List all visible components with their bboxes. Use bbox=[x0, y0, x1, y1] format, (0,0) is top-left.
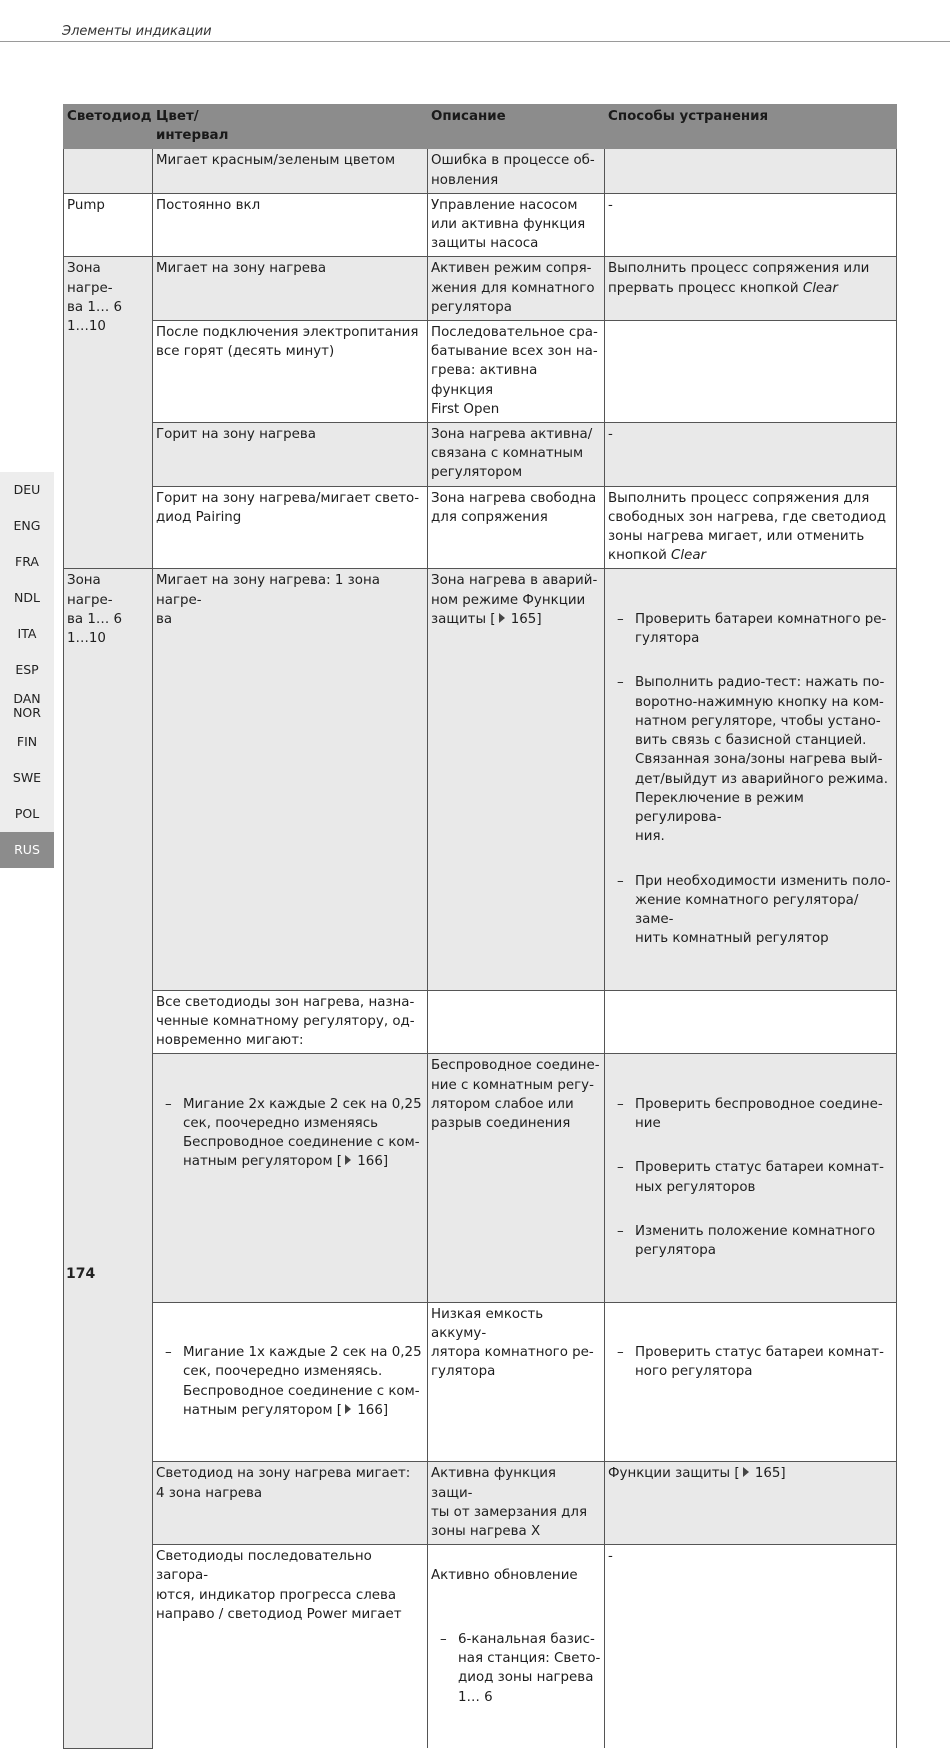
table-row bbox=[64, 486, 897, 569]
lang-tab-eng[interactable] bbox=[0, 508, 54, 544]
cell-description: Низкая емкость аккуму- лятора комнатного ре- гулятора bbox=[428, 1302, 605, 1462]
lang-tab-ndl[interactable] bbox=[0, 580, 54, 616]
cell-remedy: Выполнить процесс сопряжения или прервать процесс кнопкой Clear bbox=[605, 257, 897, 321]
list-item: – Проверить статус батареи комнат- ного регулятора bbox=[608, 1343, 893, 1381]
cell-led: Зона нагре- ва 1… 6 1…10 bbox=[64, 257, 153, 569]
list-item: – Проверить батареи комнатного ре- гулятора bbox=[608, 610, 893, 648]
cell-led: Pump bbox=[64, 193, 153, 257]
page-header-title: Элементы индикации bbox=[62, 24, 212, 39]
cell-color: Мигает на зону нагрева bbox=[153, 257, 428, 321]
cell-remedy bbox=[605, 1302, 897, 1462]
table-row bbox=[64, 1302, 897, 1462]
lang-tab-label: FRA bbox=[15, 554, 39, 569]
cell-description: Последовательное сра- батывание всех зон на- грева: активна функция First Open bbox=[428, 321, 605, 423]
lang-tab-fin[interactable] bbox=[0, 724, 54, 760]
column-header-description: Описание bbox=[428, 105, 605, 149]
list-item: – Мигание 1х каждые 2 сек на 0,25 сек, поочередно изменяясь. Беспроводное соединение с ком- натным регулятором [ 166] bbox=[156, 1343, 424, 1420]
cell-color: После подключения электропитания все горят (десять минут) bbox=[153, 321, 428, 423]
cell-description: Зона нагрева активна/ связана с комнатным регулятором bbox=[428, 423, 605, 487]
column-header-color-interval: Цвет/ интервал bbox=[153, 105, 428, 149]
list-item: – Проверить статус батареи комнат- ных регуляторов bbox=[608, 1158, 893, 1196]
cell-remedy bbox=[605, 321, 897, 423]
lang-tab-pol[interactable] bbox=[0, 796, 54, 832]
page-reference-arrow-icon bbox=[743, 1467, 749, 1477]
lang-tab-dan-nor[interactable] bbox=[0, 688, 54, 724]
lang-tab-label: ESP bbox=[15, 662, 39, 677]
page-reference-arrow-icon bbox=[499, 613, 505, 623]
lang-tab-ita[interactable] bbox=[0, 616, 54, 652]
list-item: – Мигание 2х каждые 2 сек на 0,25 сек, поочередно изменяясь Беспроводное соединение с ком- натным регулятором [ 166] bbox=[156, 1095, 424, 1172]
list-item: – Выполнить радио-тест: нажать по- воротно-нажимную кнопку на ком- натном регуляторе, чтобы устано- вить связь с базисной станцией. Связанная зона/зоны нагрева вый- дет/выйдут из аварийного режима. Переключение в режим регулирова- ния. bbox=[608, 673, 893, 846]
cell-color: Мигает на зону нагрева: 1 зона нагре- ва bbox=[153, 569, 428, 990]
cell-remedy bbox=[605, 990, 897, 1054]
cell-color: Мигает красным/зеленым цветом bbox=[153, 149, 428, 193]
page-number: 174 bbox=[66, 1266, 96, 1282]
lang-tab-label: ITA bbox=[17, 626, 37, 641]
table-header-row bbox=[64, 105, 897, 149]
cell-description: Зона нагрева свободна для сопряжения bbox=[428, 486, 605, 569]
cell-remedy bbox=[605, 149, 897, 193]
cell-color bbox=[153, 1054, 428, 1302]
table-row bbox=[64, 569, 897, 990]
table-row bbox=[64, 423, 897, 487]
cell-description: Активен режим сопря- жения для комнатного регулятора bbox=[428, 257, 605, 321]
cell-remedy: - bbox=[605, 423, 897, 487]
lang-tab-label: DEU bbox=[13, 482, 41, 497]
cell-description bbox=[428, 990, 605, 1054]
cell-description: Управление насосом или активна функция защиты насоса bbox=[428, 193, 605, 257]
table-row bbox=[64, 1545, 897, 1749]
language-tabs bbox=[0, 472, 54, 868]
table-row bbox=[64, 1462, 897, 1545]
remedy-list bbox=[608, 591, 893, 968]
cell-description: Активна функция защи- ты от замерзания для зоны нагрева X bbox=[428, 1462, 605, 1545]
lang-tab-label: RUS bbox=[14, 842, 40, 857]
lang-tab-rus[interactable] bbox=[0, 832, 54, 868]
lang-tab-swe[interactable] bbox=[0, 760, 54, 796]
lang-tab-fra[interactable] bbox=[0, 544, 54, 580]
remedy-list bbox=[608, 1076, 893, 1280]
table-row bbox=[64, 257, 897, 321]
cell-remedy: - bbox=[605, 193, 897, 257]
description-list bbox=[431, 1611, 601, 1726]
lang-tab-label: ENG bbox=[13, 518, 41, 533]
cell-remedy: Выполнить процесс сопряжения для свободных зон нагрева, где светодиод зоны нагрева мигает, или отменить кнопкой Clear bbox=[605, 486, 897, 569]
cell-remedy: Функции защиты [ 165] bbox=[605, 1462, 897, 1545]
lang-tab-label: SWE bbox=[12, 770, 42, 785]
cell-color bbox=[153, 1302, 428, 1462]
table-row bbox=[64, 193, 897, 257]
cell-remedy: - bbox=[605, 1545, 897, 1749]
table-row bbox=[64, 1054, 897, 1302]
table-row bbox=[64, 321, 897, 423]
list-item: – При необходимости изменить поло- жение комнатного регулятора/заме- нить комнатный регулятор bbox=[608, 872, 893, 949]
cell-color: Светодиод на зону нагрева мигает: 4 зона нагрева bbox=[153, 1462, 428, 1545]
lang-tab-label: POL bbox=[14, 806, 40, 821]
cell-description: Зона нагрева в аварий- ном режиме Функции защиты [ 165] bbox=[428, 569, 605, 990]
cell-led: Зона нагре- ва 1… 6 1…10 bbox=[64, 569, 153, 1748]
table-row bbox=[64, 990, 897, 1054]
cell-description bbox=[428, 1545, 605, 1749]
cell-color: Светодиоды последовательно загора- ются, индикатор прогресса слева направо / светодиод Power мигает bbox=[153, 1545, 428, 1749]
cell-remedy bbox=[605, 1054, 897, 1302]
cell-remedy bbox=[605, 569, 897, 990]
cell-color: Горит на зону нагрева/мигает свето- диод Pairing bbox=[153, 486, 428, 569]
lang-tab-label: NDL bbox=[14, 590, 40, 605]
lang-tab-esp[interactable] bbox=[0, 652, 54, 688]
column-header-remedies: Способы устранения bbox=[605, 105, 897, 149]
column-header-led: Светодиод bbox=[64, 105, 153, 149]
led-indication-table bbox=[63, 104, 897, 1749]
lang-tab-label: DAN NOR bbox=[13, 691, 41, 720]
list-item: – 6-канальная базис- ная станция: Свето- диод зоны нагрева 1… 6 bbox=[431, 1630, 601, 1707]
cell-color: Все светодиоды зон нагрева, назна- ченные комнатному регулятору, од- новременно мигают: bbox=[153, 990, 428, 1054]
lang-tab-label: FIN bbox=[16, 734, 38, 749]
cell-led bbox=[64, 149, 153, 193]
list-item: – Изменить положение комнатного регулятора bbox=[608, 1222, 893, 1260]
cell-color: Горит на зону нагрева bbox=[153, 423, 428, 487]
table-row bbox=[64, 149, 897, 193]
blink-pattern-list bbox=[156, 1324, 424, 1439]
cell-color: Постоянно вкл bbox=[153, 193, 428, 257]
lang-tab-deu[interactable] bbox=[0, 472, 54, 508]
page-reference-arrow-icon bbox=[345, 1404, 351, 1414]
page-reference-arrow-icon bbox=[345, 1155, 351, 1165]
cell-description: Беспроводное соедине- ние с комнатным регу- лятором слабое или разрыв соединения bbox=[428, 1054, 605, 1302]
cell-description: Ошибка в процессе об- новления bbox=[428, 149, 605, 193]
description-text: Активно обновление bbox=[431, 1568, 578, 1584]
list-item: – Проверить беспроводное соедине- ние bbox=[608, 1095, 893, 1133]
header-divider bbox=[0, 41, 950, 42]
blink-pattern-list bbox=[156, 1076, 424, 1191]
remedy-list bbox=[608, 1324, 893, 1401]
